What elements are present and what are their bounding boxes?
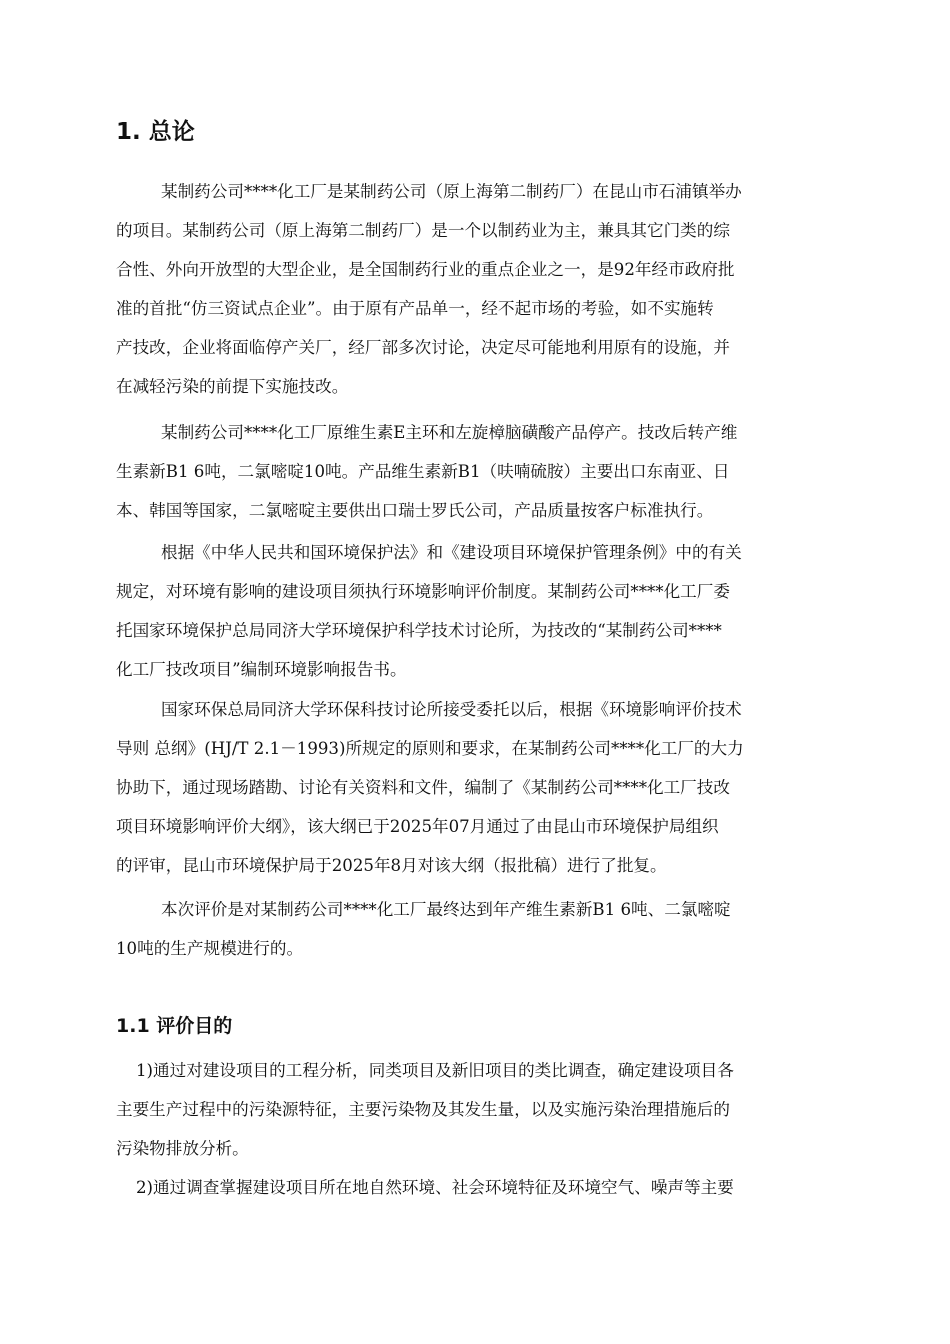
paragraph-line: 协助下，通过现场踏勘、讨论有关资料和文件，编制了《某制药公司****化工厂技改	[116, 778, 730, 797]
paragraph-line: 生素新B1 6吨，二氯嘧啶10吨。产品维生素新B1（呋喃硫胺）主要出口东南亚、日	[116, 462, 730, 481]
paragraph-intro	[116, 172, 838, 406]
paragraph-line: 项目环境影响评价大纲》，该大纲已于2025年07月通过了由昆山市环境保护局组织	[116, 817, 719, 836]
list-item-line: 1)通过对建设项目的工程分析，同类项目及新旧项目的类比调查，确定建设项目各	[136, 1061, 734, 1080]
section-heading-1: 1. 总论	[116, 119, 195, 145]
paragraph-line: 的评审，昆山市环境保护局于2025年8月对该大纲（报批稿）进行了批复。	[116, 856, 667, 875]
paragraph-line: 导则 总纲》(HJ/T 2.1－1993)所规定的原则和要求，在某制药公司****化工厂的大力	[116, 739, 744, 758]
list-item-line: 2)通过调查掌握建设项目所在地自然环境、社会环境特征及环境空气、噪声等主要	[136, 1178, 734, 1197]
paragraph-regulations	[116, 533, 838, 689]
list-item-2	[116, 1168, 838, 1207]
list-item-line: 污染物排放分析。	[116, 1139, 249, 1158]
list-item-1	[116, 1051, 838, 1168]
section-heading-1-1: 1.1 评价目的	[116, 1015, 233, 1037]
paragraph-commission	[116, 690, 838, 885]
paragraph-line: 规定，对环境有影响的建设项目须执行环境影响评价制度。某制药公司****化工厂委	[116, 582, 730, 601]
list-item-line: 主要生产过程中的污染源特征，主要污染物及其发生量，以及实施污染治理措施后的	[116, 1100, 730, 1119]
paragraph-line: 合性、外向开放型的大型企业，是全国制药行业的重点企业之一，是92年经市政府批	[116, 260, 735, 279]
paragraph-line: 的项目。某制药公司（原上海第二制药厂）是一个以制药业为主，兼具其它门类的综	[116, 221, 730, 240]
paragraph-line: 根据《中华人民共和国环境保护法》和《建设项目环境保护管理条例》中的有关	[161, 543, 742, 562]
paragraph-products	[116, 413, 838, 530]
paragraph-scope	[116, 890, 838, 968]
paragraph-line: 本、韩国等国家，二氯嘧啶主要供出口瑞士罗氏公司，产品质量按客户标准执行。	[116, 501, 714, 520]
paragraph-line: 某制药公司****化工厂原维生素E主环和左旋樟脑磺酸产品停产。技改后转产维	[161, 423, 738, 442]
paragraph-line: 产技改，企业将面临停产关厂，经厂部多次讨论，决定尽可能地利用原有的设施，并	[116, 338, 730, 357]
paragraph-line: 国家环保总局同济大学环保科技讨论所接受委托以后，根据《环境影响评价技术	[161, 700, 742, 719]
paragraph-line: 本次评价是对某制药公司****化工厂最终达到年产维生素新B1 6吨、二氯嘧啶	[161, 900, 731, 919]
paragraph-line: 10吨的生产规模进行的。	[116, 939, 304, 958]
paragraph-line: 化工厂技改项目”编制环境影响报告书。	[116, 660, 407, 679]
paragraph-line: 某制药公司****化工厂是某制药公司（原上海第二制药厂）在昆山市石浦镇举办	[161, 182, 742, 201]
paragraph-line: 托国家环境保护总局同济大学环境保护科学技术讨论所，为技改的“某制药公司****	[116, 621, 722, 640]
paragraph-line: 在减轻污染的前提下实施技改。	[116, 377, 349, 396]
paragraph-line: 准的首批“仿三资试点企业”。由于原有产品单一，经不起市场的考验，如不实施转	[116, 299, 714, 318]
